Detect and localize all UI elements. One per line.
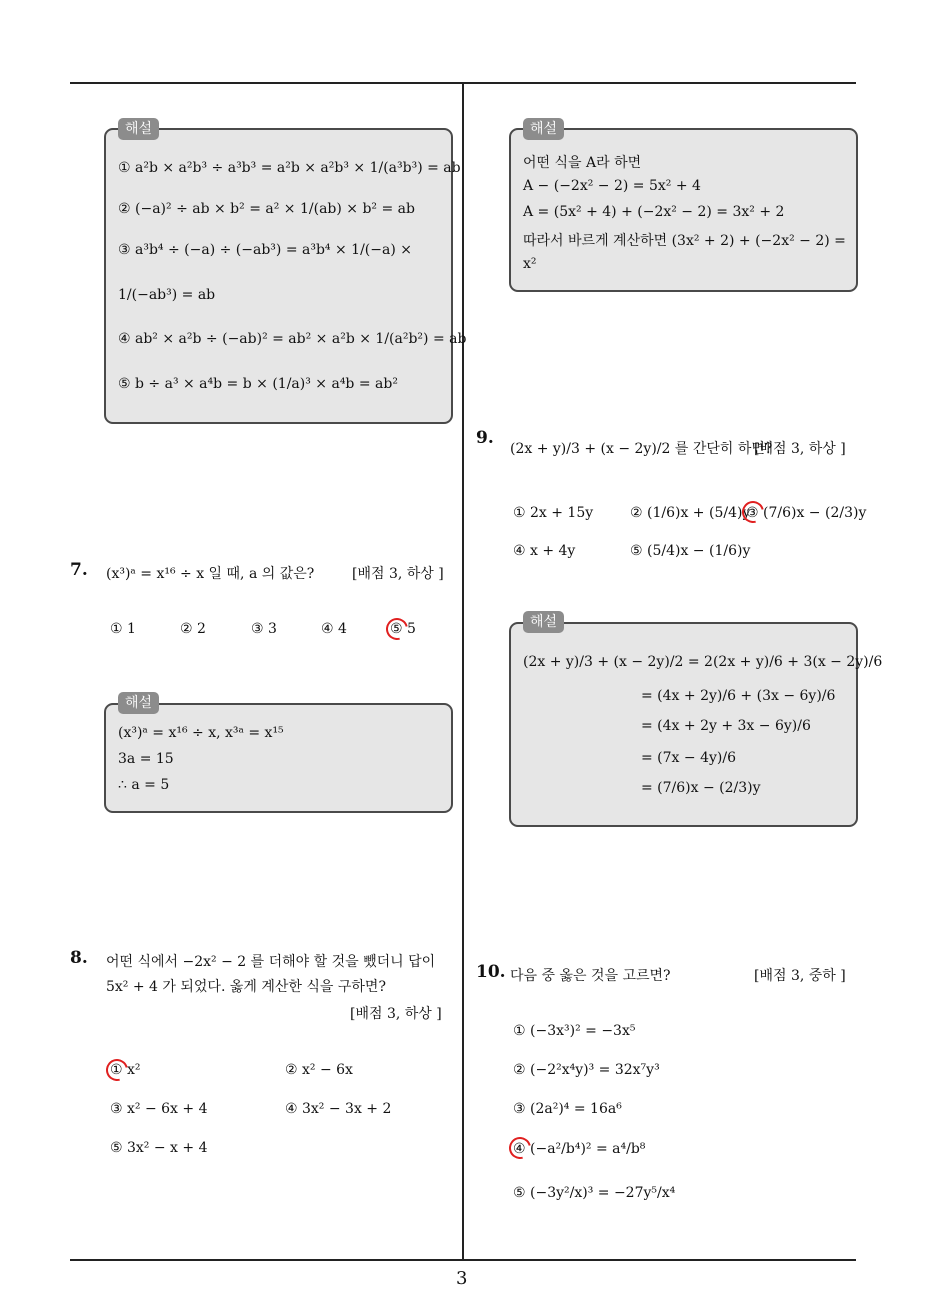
solution-box-q8 — [509, 128, 858, 292]
q8-option-2[interactable]: ② x² − 6x — [285, 1062, 353, 1078]
q10-option-4[interactable]: ④ (−a²/b⁴)² = a⁴/b⁸ — [513, 1141, 646, 1157]
q7-points: [배점 3, 하상 ] — [352, 566, 444, 582]
sol9-line-2: = (4x + 2y)/6 + (3x − 6y)/6 — [641, 688, 836, 704]
q9-option-2[interactable]: ② (1/6)x + (5/4)y — [630, 505, 751, 521]
q8-text-line1: 어떤 식에서 −2x² − 2 를 더해야 할 것을 뺐더니 답이 — [106, 954, 436, 970]
q8-answer-mark — [102, 1055, 132, 1085]
sol9-line-5: = (7/6)x − (2/3)y — [641, 780, 761, 796]
q8-option-1[interactable]: ① x² — [110, 1062, 141, 1078]
sol7-line-1: (x³)ᵃ = x¹⁶ ÷ x, x³ᵃ = x¹⁵ — [118, 725, 284, 741]
sol6-line-2: ② (−a)² ÷ ab × b² = a² × 1/(ab) × b² = ab — [118, 201, 415, 217]
q9-option-1[interactable]: ① 2x + 15y — [513, 505, 594, 521]
sol8-line-4: 따라서 바르게 계산하면 (3x² + 2) + (−2x² − 2) = — [523, 233, 846, 249]
q9-number: 9. — [476, 428, 494, 448]
q7-answer-mark — [382, 614, 412, 644]
sol7-line-3: ∴ a = 5 — [118, 777, 170, 793]
q10-option-1[interactable]: ① (−3x³)² = −3x⁵ — [513, 1023, 636, 1039]
q9-answer-mark — [738, 497, 768, 527]
q7-option-2[interactable]: ② 2 — [180, 621, 206, 637]
q10-option-5[interactable]: ⑤ (−3y²/x)³ = −27y⁵/x⁴ — [513, 1185, 676, 1201]
q10-option-3[interactable]: ③ (2a²)⁴ = 16a⁶ — [513, 1101, 622, 1117]
solution-tag-q6: 해설 — [118, 118, 159, 140]
sol6-line-6: ⑤ b ÷ a³ × a⁴b = b × (1/a)³ × a⁴b = ab² — [118, 376, 398, 392]
q9-option-4[interactable]: ④ x + 4y — [513, 543, 576, 559]
sol9-line-1: (2x + y)/3 + (x − 2y)/2 = 2(2x + y)/6 + 3(x − 2y)/6 — [523, 654, 883, 670]
sol6-line-5: ④ ab² × a²b ÷ (−ab)² = ab² × a²b × 1/(a²b²) = ab — [118, 331, 467, 347]
solution-box-q7 — [104, 703, 453, 813]
sol8-line-1: 어떤 식을 A라 하면 — [523, 155, 642, 171]
q7-text: (x³)ᵃ = x¹⁶ ÷ x 일 때, a 의 값은? — [106, 566, 315, 582]
sol9-line-4: = (7x − 4y)/6 — [641, 750, 736, 766]
solution-tag-q8: 해설 — [523, 118, 564, 140]
sol8-line-5: x² — [523, 256, 537, 272]
sol6-line-3: ③ a³b⁴ ÷ (−a) ÷ (−ab³) = a³b⁴ × 1/(−a) × — [118, 242, 412, 258]
column-divider — [462, 82, 464, 1260]
q9-points: [배점 3, 하상 ] — [754, 441, 846, 457]
sol6-line-1: ① a²b × a²b³ ÷ a³b³ = a²b × a²b³ × 1/(a³b³) = ab — [118, 160, 461, 176]
solution-box-q9 — [509, 622, 883, 827]
solution-box-q6 — [104, 128, 467, 424]
solution-tag-q9: 해설 — [523, 611, 564, 633]
q8-option-4[interactable]: ④ 3x² − 3x + 2 — [285, 1101, 392, 1117]
sol8-line-3: A = (5x² + 4) + (−2x² − 2) = 3x² + 2 — [523, 204, 785, 220]
q10-number: 10. — [476, 962, 506, 982]
q8-number: 8. — [70, 948, 88, 968]
q7-option-1[interactable]: ① 1 — [110, 621, 136, 637]
q7-number: 7. — [70, 560, 88, 580]
sol7-line-2: 3a = 15 — [118, 751, 174, 767]
q8-option-5[interactable]: ⑤ 3x² − x + 4 — [110, 1140, 208, 1156]
page-number: 3 — [456, 1268, 468, 1289]
q7-option-4[interactable]: ④ 4 — [321, 621, 347, 637]
q8-text-line2: 5x² + 4 가 되었다. 옳게 계산한 식을 구하면? — [106, 979, 386, 995]
q9-option-5[interactable]: ⑤ (5/4)x − (1/6)y — [630, 543, 751, 559]
q9-option-3[interactable]: ③ (7/6)x − (2/3)y — [746, 505, 867, 521]
sol9-line-3: = (4x + 2y + 3x − 6y)/6 — [641, 718, 811, 734]
solution-tag-q7: 해설 — [118, 692, 159, 714]
q8-points: [배점 3, 하상 ] — [350, 1006, 442, 1022]
sol6-line-4: 1/(−ab³) = ab — [118, 287, 216, 303]
bottom-rule — [70, 1259, 856, 1261]
q10-points: [배점 3, 중하 ] — [754, 968, 846, 984]
q10-answer-mark — [505, 1133, 535, 1163]
q10-text: 다음 중 옳은 것을 고르면? — [510, 968, 671, 984]
q8-option-3[interactable]: ③ x² − 6x + 4 — [110, 1101, 208, 1117]
q7-option-3[interactable]: ③ 3 — [251, 621, 277, 637]
q10-option-2[interactable]: ② (−2²x⁴y)³ = 32x⁷y³ — [513, 1062, 660, 1078]
q7-option-5[interactable]: ⑤ 5 — [390, 621, 416, 637]
sol8-line-2: A − (−2x² − 2) = 5x² + 4 — [523, 178, 701, 194]
q9-text: (2x + y)/3 + (x − 2y)/2 를 간단히 하면? — [510, 441, 773, 457]
